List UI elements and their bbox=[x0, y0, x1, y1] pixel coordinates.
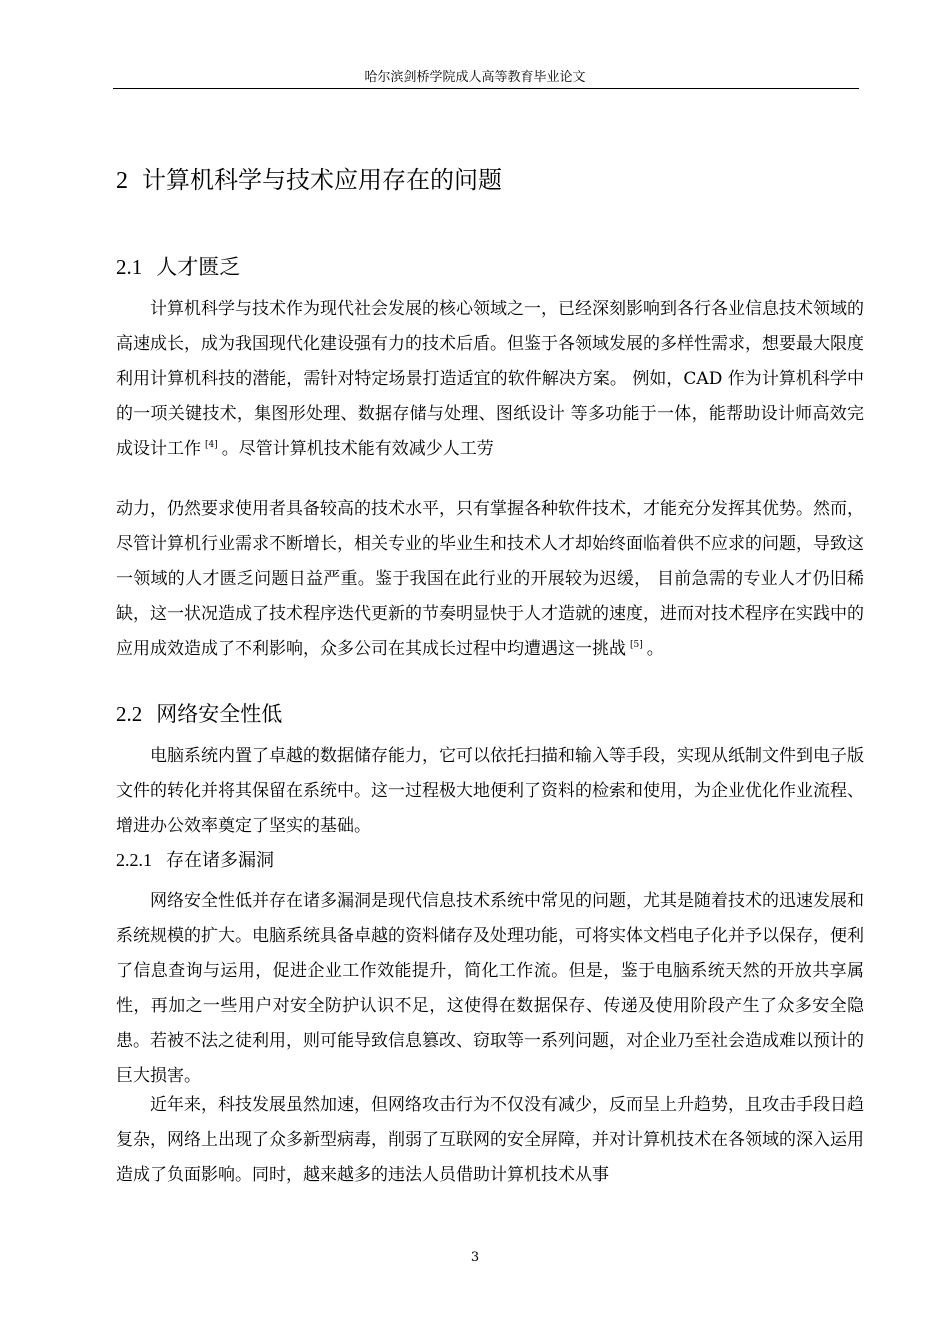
paragraph-2-2: 电脑系统内置了卓越的数据储存能力，它可以依托扫描和输入等手段，实现从纸制文件到电子版文件的转化并将其保留在系统中。这一过程极大地便利了资料的检索和使用，为企业优化作业流程、增进办公效率奠定了坚实的基础。 bbox=[116, 746, 864, 836]
paragraph-2-2-1-a: 网络安全性低并存在诸多漏洞是现代信息技术系统中常见的问题，尤其是随着技术的迅速发展和系统规模的扩大。电脑系统具备卓越的资料储存及处理功能，可将实体文档电子化并予以保存，便利了信息查询与运用，促进企业工作效能提升，简化工作流。但是，鉴于电脑系统天然的开放共享属性，再加之一些用户对安全防护认识不足，这使得在数据保存、传递及使用阶段产生了众多安全隐患。若被不法之徒利用，则可能导致信息篡改、窃取等一系列问题，对企业乃至社会造成难以预计的巨大损害。 bbox=[116, 891, 864, 1086]
running-header: 哈尔滨剑桥学院成人高等教育毕业论文 bbox=[364, 70, 586, 85]
paragraph-2-1-a bbox=[116, 292, 864, 467]
section-number: 2.2.1 bbox=[116, 850, 152, 870]
section-title: 人才匮乏 bbox=[156, 255, 241, 279]
section-number: 2.2 bbox=[116, 702, 143, 726]
section-title: 存在诸多漏洞 bbox=[166, 850, 274, 871]
header-rule bbox=[113, 88, 859, 89]
chapter-number: 2 bbox=[116, 168, 128, 194]
section-2-1-heading bbox=[116, 251, 240, 281]
chapter-title: 计算机科学与技术应用存在的问题 bbox=[142, 166, 502, 194]
paragraph-2-2-1-b: 近年来，科技发展虽然加速，但网络攻击行为不仅没有减少，反而呈上升趋势，且攻击手段日趋复杂，网络上出现了众多新型病毒，削弱了互联网的安全屏障，并对计算机技术在各领域的深入运用造成了负面影响。同时，越来越多的违法人员借助计算机技术从事 bbox=[116, 1095, 864, 1185]
paragraph-2-1-b bbox=[116, 492, 864, 667]
section-2-2-heading bbox=[116, 698, 282, 728]
chapter-heading bbox=[116, 160, 502, 195]
paragraph-text: 动力，仍然要求使用者具备较高的技术水平，只有掌握各种软件技术，才能充分发挥其优势。然而，尽管计算机行业需求不断增长，相关专业的毕业生和技术人才却始终面临着供不应求的问题，导致这一领域的人才匮乏问题日益严重。鉴于我国在此行业的开展较为迟缓， 目前急需的专业人才仍旧稀缺，这一状况造成了技术程序迭代更新的节奏明显快于人才造就的速度，进而对技术程序在实践中的应用成效造成了不利影响，众多公司在其成长过程中均遭遇这一挑战 bbox=[116, 499, 864, 659]
paragraph-text: 。尽管计算机技术能有效减少人工劳 bbox=[221, 439, 494, 459]
citation: [4] bbox=[205, 440, 218, 450]
citation: [5] bbox=[630, 640, 643, 650]
section-number: 2.1 bbox=[116, 255, 143, 279]
paragraph-text: 。 bbox=[646, 639, 664, 659]
paragraph-text: 计算机科学与技术作为现代社会发展的核心领域之一，已经深刻影响到各行各业信息技术领域的高速成长，成为我国现代化建设强有力的技术后盾。但鉴于各领域发展的多样性需求，想要最大限度利用计算机科技的潜能，需针对特定场景打造适宜的软件解决方案。 例如，CAD 作为计算机科学中的一项关键技术，集图形处理、数据存储与处理、图纸设计 等多功能于一体，能帮助设计师高效完成设计工作 bbox=[116, 299, 864, 459]
page-number: 3 bbox=[470, 1250, 480, 1265]
section-title: 网络安全性低 bbox=[156, 702, 283, 726]
section-2-2-1-heading bbox=[116, 846, 274, 872]
